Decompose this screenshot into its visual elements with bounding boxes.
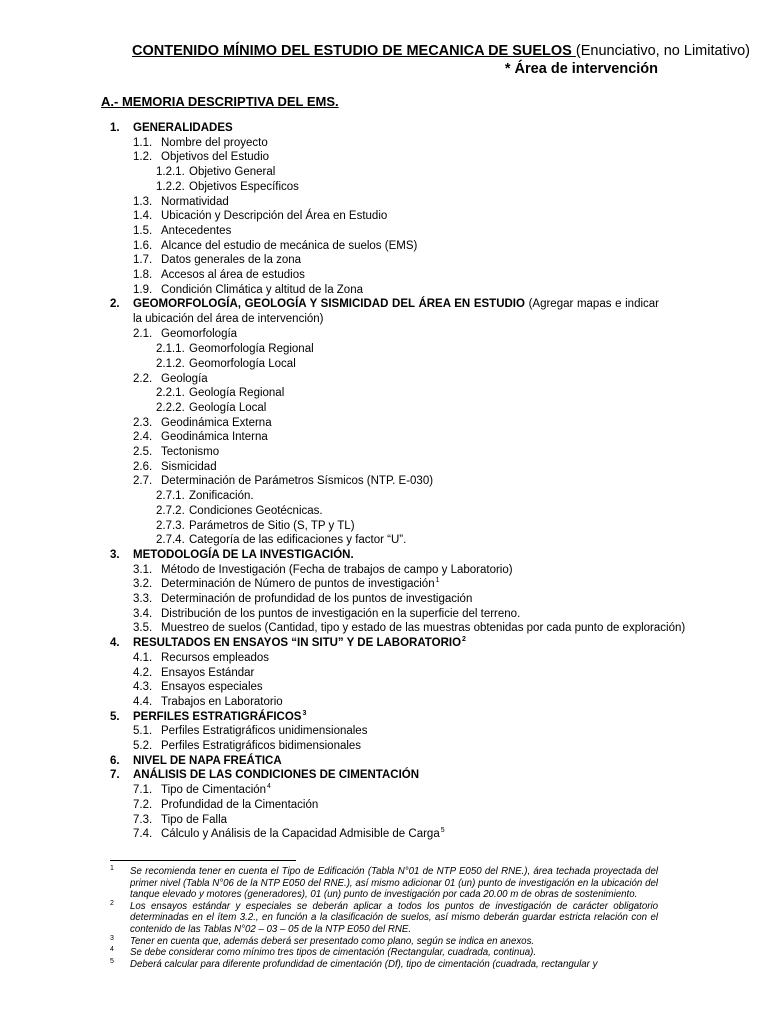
outline-item	[0, 268, 768, 283]
outline-label: Cálculo y Análisis de la Capacidad Admisible de Carga	[161, 828, 440, 841]
outline-number: 7.2.	[133, 798, 153, 811]
outline-item	[0, 592, 768, 607]
outline-text	[161, 724, 367, 739]
footnote-text: Deberá calcular para diferente profundidad de cimentación (Df), tipo de cimentación (cuadrada, rectangular y	[130, 958, 598, 970]
outline-item	[0, 651, 768, 666]
footnote-reference: 5	[440, 827, 445, 835]
outline-text	[161, 150, 269, 165]
outline-label: Geología Local	[189, 401, 267, 414]
footnote-mark: 1	[110, 865, 114, 872]
outline-text	[161, 253, 301, 268]
outline-item	[0, 136, 768, 151]
outline-number: 2.	[110, 298, 120, 311]
outline-item	[0, 548, 768, 563]
footnote-mark: 2	[110, 899, 114, 907]
outline-number: 2.5.	[133, 446, 153, 458]
outline-label: Geodinámica Interna	[161, 431, 268, 444]
outline-number: 1.1.	[133, 136, 153, 149]
outline-label: Sismicidad	[161, 460, 217, 473]
outline-text	[161, 607, 520, 622]
outline-number: 1.7.	[133, 254, 153, 267]
outline-number: 3.	[110, 548, 120, 561]
outline-label: ANÁLISIS DE LAS CONDICIONES DE CIMENTACIÓN	[133, 769, 420, 782]
outline-text	[133, 768, 419, 783]
outline-number: 2.7.1.	[156, 490, 185, 503]
outline-item	[0, 813, 768, 828]
outline-text	[161, 416, 272, 431]
outline-item	[0, 695, 768, 710]
outline-number: 1.5.	[133, 224, 153, 237]
outline-label: Categoría de las edificaciones y factor “U”.	[189, 534, 407, 547]
outline-label: Perfiles Estratigráficos bidimensionales	[161, 740, 362, 752]
outline-number: 7.3.	[133, 813, 153, 826]
outline-label: Objetivo General	[189, 166, 276, 179]
outline-number: 2.2.	[133, 372, 153, 385]
outline-item	[0, 430, 768, 445]
outline-text	[161, 563, 513, 578]
outline-label: Perfiles Estratigráficos unidimensionales	[161, 725, 368, 738]
outline-item	[0, 180, 768, 195]
outline-item	[0, 150, 768, 165]
outline-item	[0, 754, 768, 769]
outline-item	[0, 416, 768, 431]
outline-text	[133, 710, 306, 725]
outline-item	[0, 489, 768, 504]
outline-text	[189, 165, 275, 180]
outline-number: 2.4.	[133, 431, 153, 444]
outline-number: 2.2.2.	[156, 401, 185, 414]
outline-text	[161, 327, 237, 342]
outline-item	[0, 666, 768, 681]
outline-text	[189, 504, 323, 519]
outline-number: 5.2.	[133, 740, 153, 752]
outline-label: Datos generales de la zona	[161, 254, 302, 267]
outline-item	[0, 739, 768, 754]
outline-item	[0, 680, 768, 695]
outline-number: 5.	[110, 710, 120, 723]
outline-text	[161, 224, 231, 239]
outline-label: Distribución de los puntos de investigación en la superficie del terreno.	[161, 607, 521, 620]
outline-item	[0, 577, 768, 592]
outline-label: Geología Regional	[189, 387, 285, 400]
outline-text	[161, 827, 445, 842]
outline-number: 3.1.	[133, 563, 153, 576]
outline-number: 2.7.2.	[156, 504, 185, 517]
outline-label: Geología	[161, 372, 208, 385]
outline-number: 2.6.	[133, 460, 153, 473]
outline-text	[161, 209, 387, 224]
outline-item	[0, 798, 768, 813]
outline-text	[189, 519, 355, 534]
outline-item	[0, 165, 768, 180]
outline-number: 2.1.	[133, 328, 153, 341]
outline-number: 2.1.1.	[156, 343, 185, 356]
outline-text	[161, 283, 363, 298]
outline-number: 1.6.	[133, 239, 153, 252]
outline-item	[0, 342, 768, 357]
outline-number: 1.4.	[133, 210, 153, 223]
outline-label: Geomorfología Local	[189, 357, 296, 370]
outline-number: 4.1.	[133, 651, 153, 664]
outline-item	[0, 224, 768, 239]
document-title-qualifier: (Enunciativo, no Limitativo)	[575, 43, 750, 59]
footnote-reference: 2	[462, 636, 466, 644]
outline-text	[133, 121, 233, 136]
outline-item	[0, 327, 768, 342]
outline-item	[0, 519, 768, 534]
outline-label: Ubicación y Descripción del Área en Estudio	[161, 210, 388, 223]
outline-item	[0, 724, 768, 739]
outline-label: Tipo de Cimentación	[161, 784, 267, 797]
outline-text	[189, 357, 296, 372]
outline-text	[161, 474, 433, 489]
outline-note: (Agregar mapas e indicar la ubicación del área de intervención)	[133, 297, 660, 325]
footnote	[110, 866, 658, 901]
outline-item	[0, 783, 768, 798]
outline-item	[0, 239, 768, 254]
outline-number: 4.	[110, 637, 120, 650]
outline-text	[161, 783, 271, 798]
outline-label: NIVEL DE NAPA FREÁTICA	[133, 754, 282, 767]
outline-label: Condición Climática y altitud de la Zona	[161, 283, 363, 296]
footnote	[110, 901, 658, 936]
outline-label: Ensayos Estándar	[161, 666, 255, 679]
outline-label: Antecedentes	[161, 224, 232, 237]
section-heading: A.- MEMORIA DESCRIPTIVA DEL EMS.	[101, 94, 339, 109]
outline-item	[0, 121, 768, 136]
outline-number: 2.1.2.	[156, 357, 185, 370]
outline-label: Determinación de Parámetros Sísmicos (NTP. E-030)	[161, 475, 434, 488]
outline-label: Condiciones Geotécnicas.	[189, 504, 323, 517]
outline-item	[0, 504, 768, 519]
outline-number: 4.3.	[133, 681, 153, 694]
document-title	[132, 42, 750, 60]
footnotes	[110, 866, 658, 970]
outline-number: 1.9.	[133, 283, 153, 296]
outline-number: 7.	[110, 769, 120, 782]
outline-text	[161, 592, 472, 607]
outline-text	[189, 386, 284, 401]
outline-label: Geomorfología Regional	[189, 343, 314, 356]
outline-text	[189, 180, 299, 195]
outline-text	[189, 342, 314, 357]
outline-label: Zonificación.	[189, 490, 254, 503]
outline-number: 1.2.	[133, 151, 153, 164]
outline-text	[189, 401, 266, 416]
outline-text	[161, 621, 685, 636]
outline-item	[0, 357, 768, 372]
outline-text	[161, 268, 305, 283]
outline-label: Parámetros de Sitio (S, TP y TL)	[189, 519, 355, 532]
footnote	[110, 947, 658, 959]
outline-item	[0, 253, 768, 268]
outline-number: 2.7.3.	[156, 519, 185, 532]
outline-label: Método de Investigación (Fecha de trabajos de campo y Laboratorio)	[161, 563, 513, 576]
footnote-text: Los ensayos estándar y especiales se deberán aplicar a todos los puntos de investigación de carácter obligatorio determinadas en el ítem 3.2., en función a la clasificación de suelos, así mismo deberán guardar estricta relación con el contenido de las Tablas N°02 – 03 – 05 de la NTP E050 del RNE.	[130, 900, 658, 935]
outline-number: 1.3.	[133, 195, 153, 208]
outline-number: 2.7.	[133, 475, 153, 488]
footnote	[110, 936, 658, 948]
outline-item	[0, 386, 768, 401]
outline-item	[0, 460, 768, 475]
outline-text	[161, 666, 254, 681]
outline-number: 4.4.	[133, 695, 153, 708]
footnote-text: Se debe considerar como mínimo tres tipos de cimentación (Rectangular, cuadrada, continua).	[130, 947, 537, 959]
outline-item	[0, 710, 768, 725]
outline-item	[0, 533, 768, 548]
outline-heading: GEOMORFOLOGÍA, GEOLOGÍA Y SISMICIDAD DEL ÁREA EN ESTUDIO	[133, 297, 525, 310]
outline-label: Tectonismo	[161, 446, 220, 458]
outline-label: Trabajos en Laboratorio	[161, 695, 283, 708]
outline-label: METODOLOGÍA DE LA INVESTIGACIÓN.	[133, 548, 354, 561]
outline-text	[161, 577, 440, 592]
outline-item	[0, 563, 768, 578]
outline-label: RESULTADOS EN ENSAYOS “IN SITU” Y DE LABORATORIO	[133, 637, 462, 650]
outline-number: 1.8.	[133, 269, 153, 281]
document-title-main: CONTENIDO MÍNIMO DEL ESTUDIO DE MECANICA DE SUELOS	[132, 43, 576, 59]
footnote-text: Tener en cuenta que, además deberá ser presentado como plano, según se indica en anexos.	[130, 935, 535, 947]
outline-label: Normatividad	[161, 195, 229, 208]
outline-text	[161, 372, 208, 387]
outline-number: 2.3.	[133, 416, 153, 429]
outline-label: Geomorfología	[161, 328, 238, 341]
footnote-reference: 1	[435, 577, 440, 585]
outline-label: Tipo de Falla	[161, 813, 228, 826]
outline-text	[161, 813, 227, 828]
outline-text	[133, 636, 466, 651]
outline-text	[161, 445, 219, 460]
outline-text	[189, 533, 406, 548]
outline-label: PERFILES ESTRATIGRÁFICOS	[133, 710, 302, 723]
outline-number: 1.2.2.	[156, 180, 185, 193]
outline-item	[0, 607, 768, 622]
outline-text	[189, 489, 254, 504]
outline-label: Profundidad de la Cimentación	[161, 798, 319, 811]
outline-text	[161, 798, 318, 813]
outline-text	[161, 195, 229, 210]
outline-text	[133, 548, 354, 563]
outline-number: 3.4.	[133, 607, 153, 620]
outline-number: 2.2.1.	[156, 387, 185, 400]
outline-number: 1.	[110, 122, 120, 134]
footnote	[110, 959, 658, 971]
outline-text	[133, 754, 282, 769]
outline-text	[133, 297, 659, 327]
footnote-mark: 5	[110, 957, 114, 965]
footnote-mark: 4	[110, 946, 114, 954]
footnote-mark: 3	[110, 934, 114, 942]
outline-label: Objetivos del Estudio	[161, 151, 270, 164]
outline-number: 4.2.	[133, 666, 153, 679]
outline-text	[161, 136, 268, 151]
outline-number: 5.1.	[133, 725, 153, 738]
outline-item	[0, 474, 768, 489]
outline-number: 3.5.	[133, 622, 153, 635]
outline-number: 1.2.1.	[156, 166, 185, 179]
outline-item	[0, 209, 768, 224]
outline-number: 3.2.	[133, 578, 153, 591]
outline-label: GENERALIDADES	[133, 122, 233, 134]
outline-label: Determinación de profundidad de los puntos de investigación	[161, 593, 473, 605]
footnote-reference: 3	[302, 709, 307, 717]
outline-text	[161, 695, 283, 710]
outline-label: Alcance del estudio de mecánica de suelos (EMS)	[161, 239, 418, 252]
outline-number: 2.7.4.	[156, 534, 185, 547]
outline-item	[0, 195, 768, 210]
outline-item	[0, 827, 768, 842]
outline-item	[0, 372, 768, 387]
outline-text	[161, 651, 269, 666]
outline-label: Muestreo de suelos (Cantidad, tipo y estado de las muestras obtenidas por cada punto de exploración)	[161, 622, 686, 635]
outline-item	[0, 401, 768, 416]
outline-label: Objetivos Específicos	[189, 180, 299, 193]
outline-text	[161, 680, 263, 695]
outline-number: 7.1.	[133, 784, 153, 797]
outline-text	[161, 739, 361, 754]
footnote-separator	[110, 860, 296, 861]
footnote-text: Se recomienda tener en cuenta el Tipo de Edificación (Tabla N°01 de NTP E050 del RNE.), área techada proyectada del primer nivel (Tabla N°06 de la NTP E050 del RNE.), así mismo adicionar 01 (un) punto de investigación en la ubicación del tanque elevado y motores (generadores), 01 (un) punto de investigación por cada 20.00 m de obras de sostenimiento.	[130, 866, 658, 901]
outline-number: 7.4.	[133, 828, 153, 841]
footnote-reference: 4	[267, 783, 271, 791]
outline-text	[161, 239, 417, 254]
outline-label: Accesos al área de estudios	[161, 269, 305, 281]
outline-number: 6.	[110, 754, 120, 767]
outline-number: 3.3.	[133, 593, 153, 605]
outline-label: Geodinámica Externa	[161, 416, 272, 429]
outline-label: Determinación de Número de puntos de investigación	[161, 578, 435, 591]
outline-item	[0, 621, 768, 636]
document-subtitle: * Área de intervención	[504, 61, 658, 77]
outline-text	[161, 430, 268, 445]
outline-item	[0, 283, 768, 298]
outline-item	[0, 636, 768, 651]
outline-label: Ensayos especiales	[161, 681, 263, 694]
outline-label: Nombre del proyecto	[161, 136, 268, 149]
outline-item	[0, 768, 768, 783]
outline-label: Recursos empleados	[161, 651, 270, 664]
outline-item	[0, 445, 768, 460]
outline-text	[161, 460, 217, 475]
